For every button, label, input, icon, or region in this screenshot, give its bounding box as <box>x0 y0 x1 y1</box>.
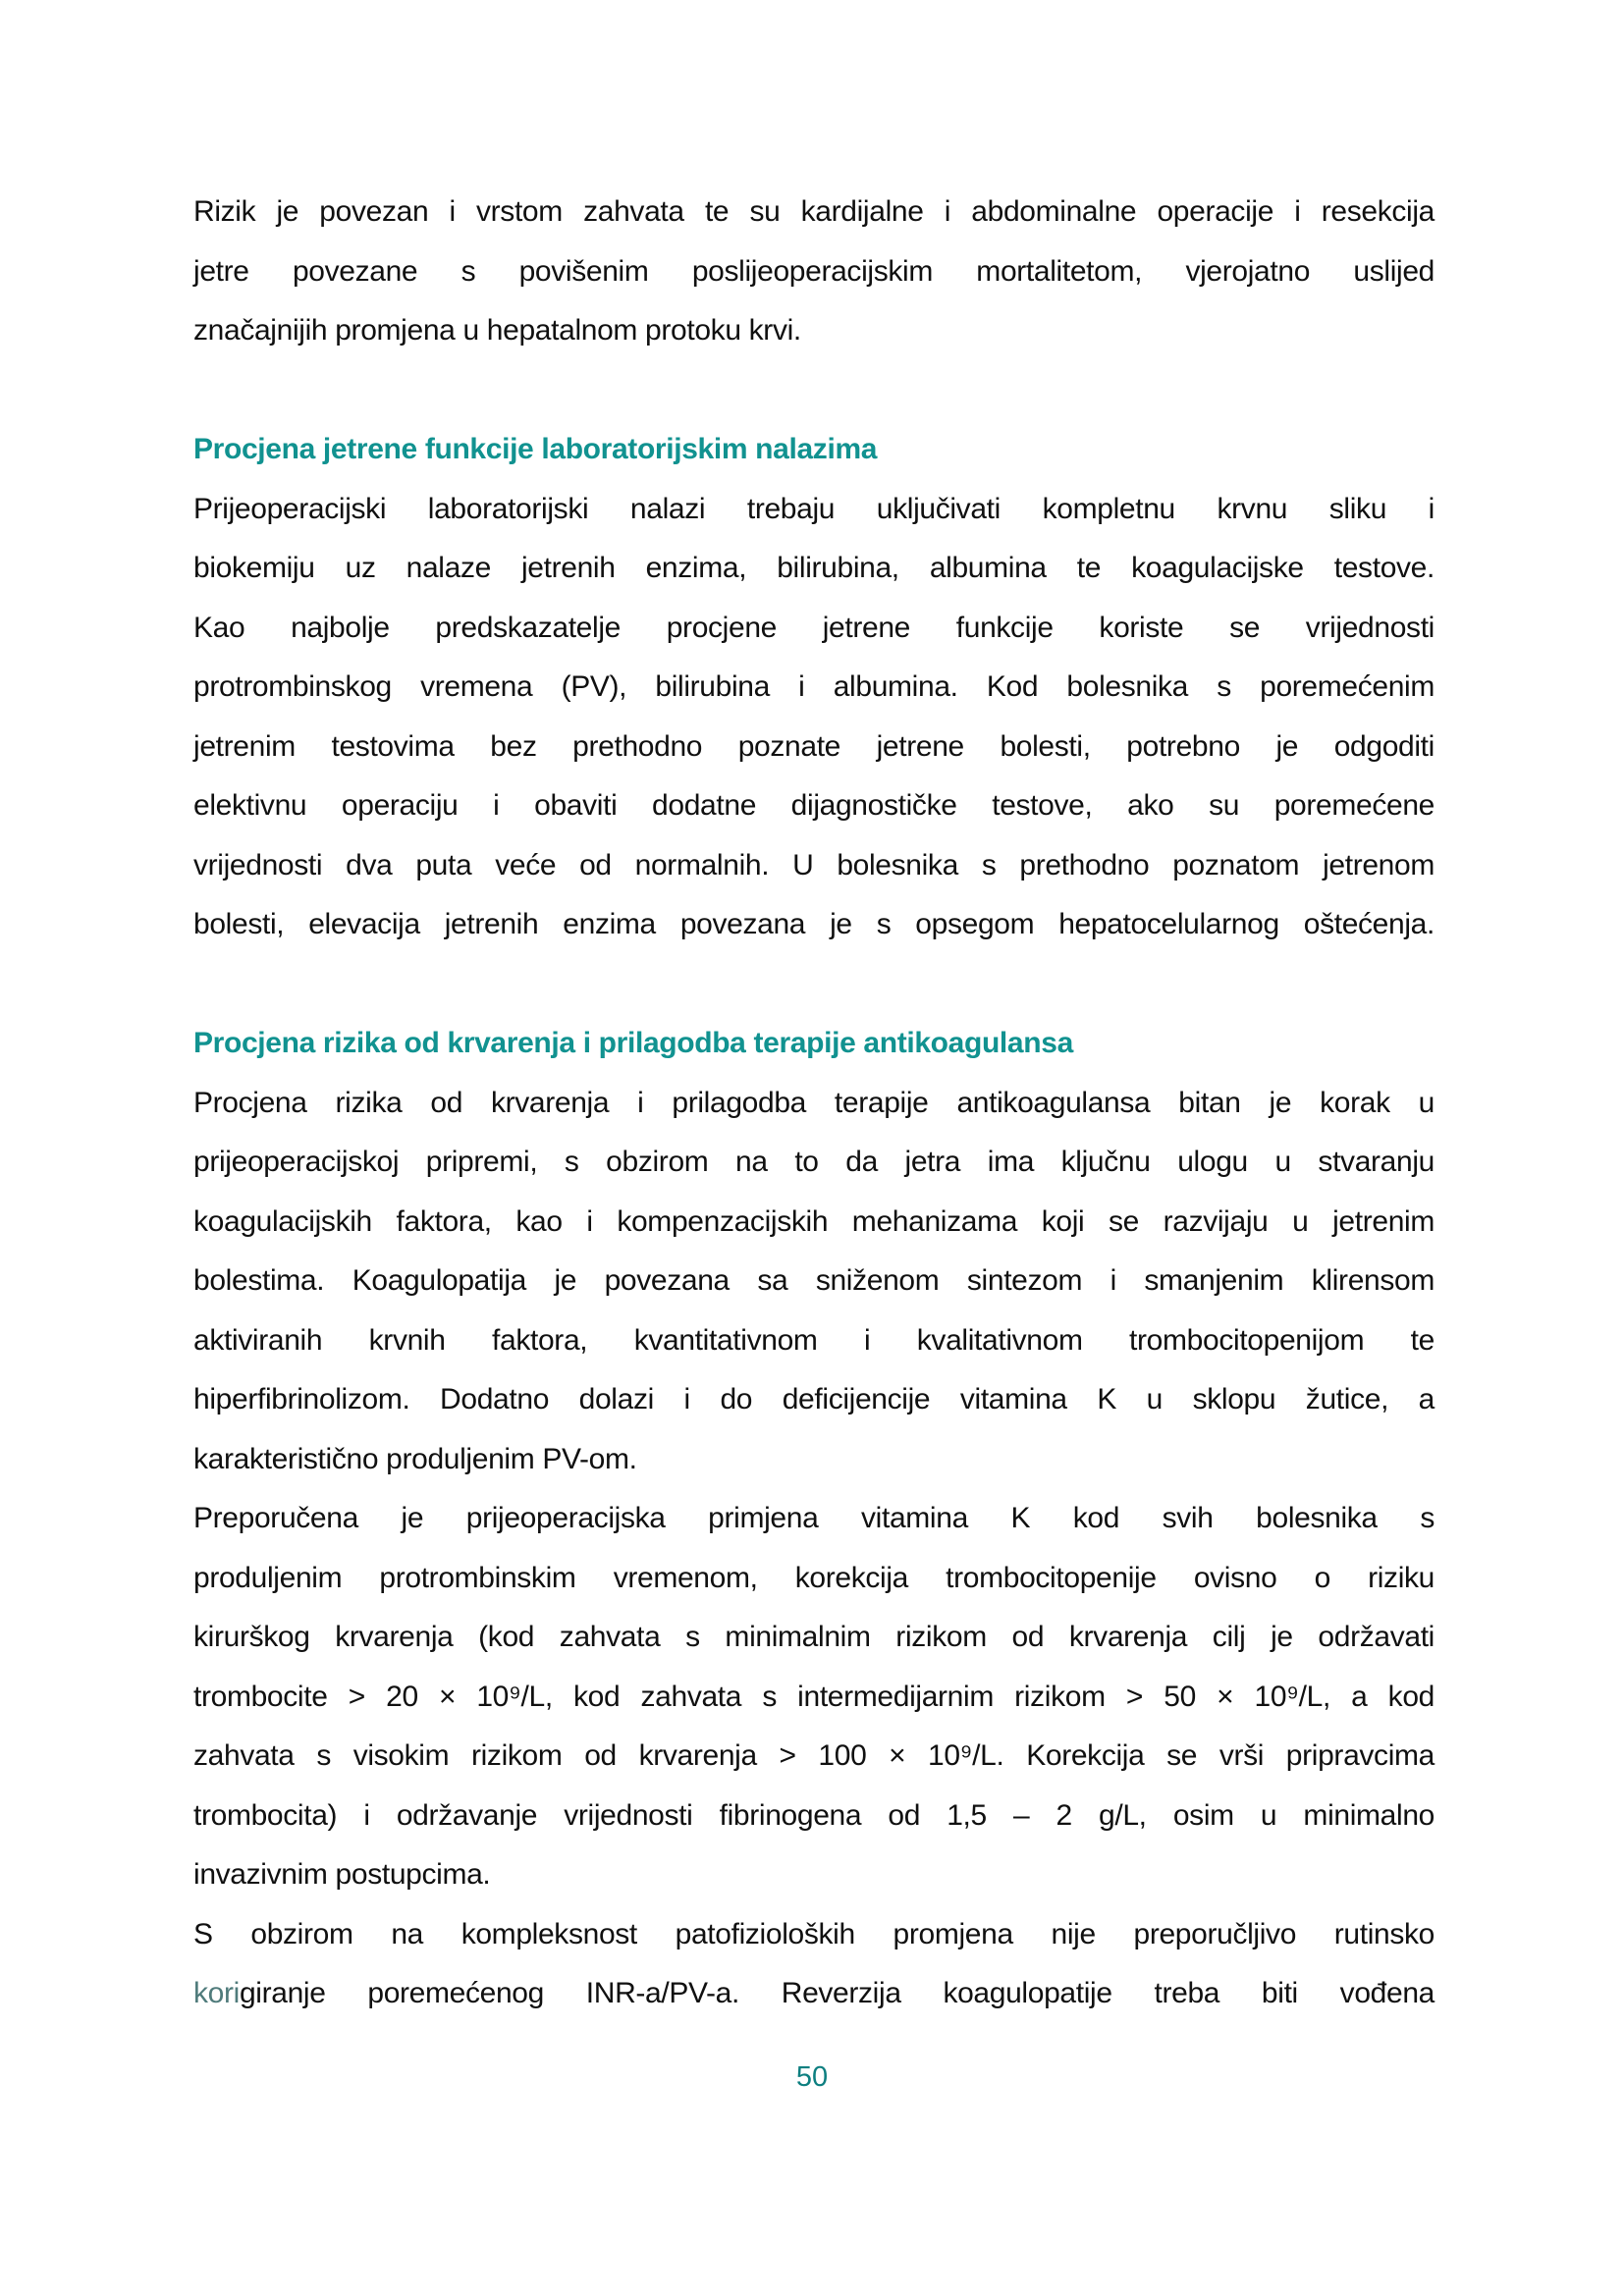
paragraph-spacer <box>193 361 1435 421</box>
text-line: koagulacijskih faktora, kao i kompenzacijskih mehanizama koji se razvijaju u jetrenim <box>193 1204 1435 1238</box>
paragraph-risk-type <box>193 183 1435 361</box>
text-line: trombocite > 20 × 10⁹/L, kod zahvata s intermedijarnim rizikom > 50 × 10⁹/L, a kod <box>193 1680 1435 1713</box>
text-line: zahvata s visokim rizikom od krvarenja > 100 × 10⁹/L. Korekcija se vrši pripravcima <box>193 1739 1435 1772</box>
text-line: kirurškog krvarenja (kod zahvata s minimalnim rizikom od krvarenja cilj je održavati <box>193 1621 1435 1653</box>
text-line: Procjena rizika od krvarenja i prilagodba terapije antikoagulansa bitan je korak u <box>193 1086 1435 1119</box>
text-line: značajnijih promjena u hepatalnom protoku krvi. <box>193 314 801 347</box>
kori-colored-prefix: kori <box>193 1977 240 2009</box>
paragraph-vitamin-k <box>193 1489 1435 1905</box>
section-heading-bleeding-risk: Procjena rizika od krvarenja i prilagodba terapije antikoagulansa <box>193 1027 1073 1059</box>
paragraph-inr-correction <box>193 1905 1435 2024</box>
text-line: protrombinskog vremena (PV), bilirubina i albumina. Kod bolesnika s poremećenim <box>193 670 1435 703</box>
text-line: jetre povezane s povišenim poslijeoperacijskim mortalitetom, vjerojatno uslijed <box>193 254 1435 288</box>
body-text-column <box>193 183 1435 2024</box>
page-number: 50 <box>795 2061 829 2093</box>
text-line: Kao najbolje predskazatelje procjene jetrene funkcije koriste se vrijednosti <box>193 611 1435 644</box>
text-line: vrijednosti dva puta veće od normalnih. U bolesnika s prethodno poznatom jetrenom <box>193 848 1435 881</box>
text-line: Prijeoperacijski laboratorijski nalazi trebaju uključivati kompletnu krvnu sliku i <box>193 492 1435 525</box>
text-line: produljenim protrombinskim vremenom, korekcija trombocitopenije ovisno o riziku <box>193 1561 1435 1594</box>
text-line: aktiviranih krvnih faktora, kvantitativnom i kvalitativnom trombocitopenijom te <box>193 1323 1435 1357</box>
text-line: prijeoperacijskoj pripremi, s obzirom na to da jetra ima ključnu ulogu u stvaranju <box>193 1146 1435 1178</box>
text-line: jetrenim testovima bez prethodno poznate jetrene bolesti, potrebno je odgoditi <box>193 729 1435 763</box>
text-line: Preporučena je prijeoperacijska primjena vitamina K kod svih bolesnika s <box>193 1502 1435 1534</box>
paragraph-bleeding-risk <box>193 1074 1435 1490</box>
text-line-rest: giranje poremećenog INR-a/PV-a. Reverzija koagulopatije treba biti vođena <box>239 1977 1435 2009</box>
text-line: trombocita) i održavanje vrijednosti fibrinogena od 1,5 – 2 g/L, osim u minimalno <box>193 1798 1435 1832</box>
text-line: bolesti, elevacija jetrenih enzima povezana je s opsegom hepatocelularnog oštećenja. <box>193 908 1435 940</box>
text-line: elektivnu operaciju i obaviti dodatne dijagnostičke testove, ako su poremećene <box>193 789 1435 822</box>
paragraph-spacer <box>193 955 1435 1015</box>
text-line: S obzirom na kompleksnost patofizioloških promjena nije preporučljivo rutinsko <box>193 1917 1435 1950</box>
text-line: bolestima. Koagulopatija je povezana sa sniženom sintezom i smanjenim klirensom <box>193 1264 1435 1297</box>
text-line <box>193 1964 1435 2024</box>
text-line: biokemiju uz nalaze jetrenih enzima, bilirubina, albumina te koagulacijske testove. <box>193 552 1435 584</box>
section-heading-liver-function: Procjena jetrene funkcije laboratorijskim nalazima <box>193 433 878 465</box>
text-line: invazivnim postupcima. <box>193 1858 491 1891</box>
text-line: Rizik je povezan i vrstom zahvata te su kardijalne i abdominalne operacije i resekcija <box>193 195 1435 228</box>
text-line: hiperfibrinolizom. Dodatno dolazi i do deficijencije vitamina K u sklopu žutice, a <box>193 1383 1435 1415</box>
text-line: karakteristično produljenim PV-om. <box>193 1442 637 1475</box>
paragraph-lab-findings <box>193 480 1435 955</box>
